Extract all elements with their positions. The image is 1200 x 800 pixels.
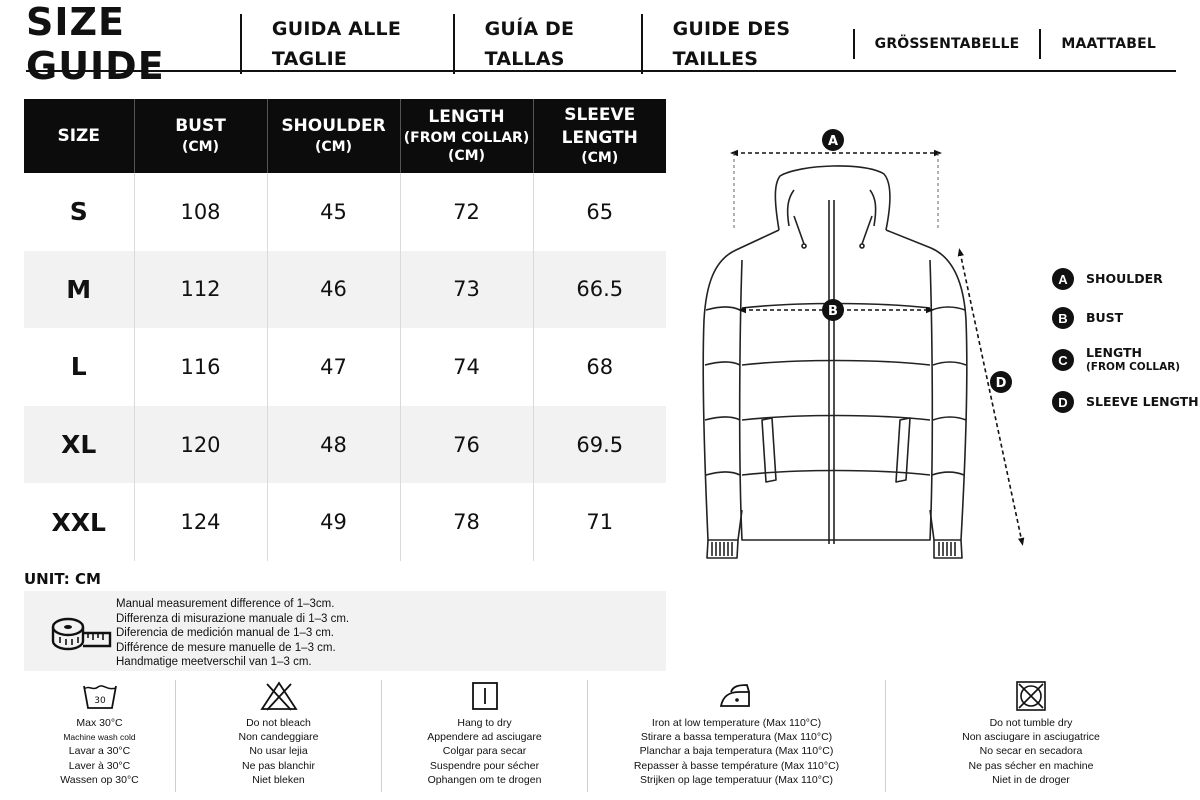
table-row (24, 483, 666, 561)
hang-dry-icon (465, 680, 505, 712)
legend-badge: C (1052, 349, 1074, 371)
sleeve-measure-line (960, 252, 1022, 542)
legend-label: LENGTH (FROM COLLAR) (1086, 345, 1181, 373)
bust-cell: 120 (134, 406, 267, 484)
length-cell: 76 (400, 406, 533, 484)
size-cell: S (24, 173, 134, 251)
size-cell: XL (24, 406, 134, 484)
note-line: Diferencia de medición manual de 1–3 cm. (116, 627, 334, 640)
header-bust: BUST (CM) (134, 99, 267, 173)
note-line: Handmatige meetverschil van 1–3 cm. (116, 656, 312, 669)
table-row (24, 173, 666, 251)
sleeve-cell: 68 (586, 354, 614, 379)
title-italian: GUIDA ALLE TAGLIE (240, 14, 453, 74)
bust-cell: 112 (134, 251, 267, 329)
care-iron: Iron at low temperature (Max 110°C) Stirare a bassa temperatura (Max 110°C) Planchar a baja temperatura (Max 110°C) Repasser à basse température (Max 110°C) Strijken op lage temperatuur (Max 110°C) (588, 680, 886, 792)
sleeve-cell: 69.5 (533, 406, 666, 484)
measuring-tape-icon (50, 613, 114, 653)
care-tumble: Do not tumble dry Non asciugare in asciugatrice No secar en secadora Ne pas sécher en machine Niet in de droger (886, 680, 1176, 792)
legend-badge: D (1052, 391, 1074, 413)
marker-a-label: A (827, 134, 839, 149)
bust-cell: 124 (134, 483, 267, 561)
shoulder-cell: 46 (267, 251, 400, 329)
size-cell: L (24, 328, 134, 406)
shoulder-cell: 49 (267, 483, 400, 561)
header-sleeve-length: SLEEVE LENGTH (CM) (533, 99, 666, 173)
no-bleach-icon (259, 680, 299, 712)
marker-b-label: B (828, 304, 838, 319)
jacket-diagram (676, 120, 1056, 560)
legend-item-sleeve-length (1052, 391, 1199, 413)
measurement-note (24, 591, 666, 671)
title-spanish: GUÍA DE TALLAS (453, 14, 641, 74)
table-header-row (24, 99, 666, 173)
no-tumble-dry-icon (1011, 680, 1051, 712)
size-cell: M (24, 251, 134, 329)
bust-cell: 108 (134, 173, 267, 251)
shoulder-cell: 45 (267, 173, 400, 251)
page-header (26, 0, 1176, 88)
unit-label: UNIT: CM (24, 570, 101, 588)
legend-badge: A (1052, 268, 1074, 290)
size-table (24, 99, 666, 561)
legend-item-shoulder (1052, 268, 1199, 290)
note-line: Differenza di misurazione manuale di 1–3 cm. (116, 612, 350, 625)
page-title: SIZE GUIDE (26, 0, 165, 88)
care-wash: 30 Max 30°C Machine wash cold Lavar a 30°C Laver à 30°C Wassen op 30°C (24, 680, 176, 792)
legend-item-bust (1052, 307, 1199, 329)
svg-text:30: 30 (93, 696, 106, 706)
iron-low-icon (717, 680, 757, 712)
table-row (24, 328, 666, 406)
title-german: GRÖSSENTABELLE (853, 29, 1040, 59)
length-cell: 78 (400, 483, 533, 561)
marker-d-label: D (995, 376, 1007, 391)
legend-badge: B (1052, 307, 1074, 329)
table-row (24, 251, 666, 329)
table-row (24, 406, 666, 484)
title-french: GUIDE DES TAILLES (641, 14, 853, 74)
wash-30-icon (80, 680, 120, 712)
sleeve-cell: 71 (586, 510, 614, 535)
sleeve-cell: 65 (586, 199, 614, 224)
legend-label: SLEEVE LENGTH (1086, 394, 1199, 409)
legend-item-length (1052, 346, 1199, 374)
care-bleach: Do not bleach Non candeggiare No usar lejia Ne pas blanchir Niet bleken (176, 680, 382, 792)
sleeve-cell: 66.5 (533, 251, 666, 329)
length-cell: 73 (400, 251, 533, 329)
measurement-legend (1052, 268, 1199, 430)
care-dry: Hang to dry Appendere ad asciugare Colgar para secar Suspendre pour sécher Ophangen om te drogen (382, 680, 588, 792)
length-cell: 74 (400, 328, 533, 406)
length-cell: 72 (400, 173, 533, 251)
size-cell: XXL (24, 483, 134, 561)
jacket-outline (703, 166, 967, 558)
header-shoulder: SHOULDER (CM) (267, 99, 400, 173)
shoulder-cell: 47 (267, 328, 400, 406)
note-line: Différence de mesure manuelle de 1–3 cm. (116, 641, 336, 654)
legend-label: SHOULDER (1086, 271, 1163, 286)
bust-cell: 116 (134, 328, 267, 406)
header-size: SIZE (24, 99, 134, 173)
care-instructions (24, 680, 1176, 792)
header-length: LENGTH (FROM COLLAR) (CM) (400, 99, 533, 173)
shoulder-cell: 48 (267, 406, 400, 484)
title-dutch: MAATTABEL (1039, 29, 1176, 59)
note-line: Manual measurement difference of 1–3cm. (116, 598, 335, 610)
legend-label: BUST (1086, 310, 1124, 325)
